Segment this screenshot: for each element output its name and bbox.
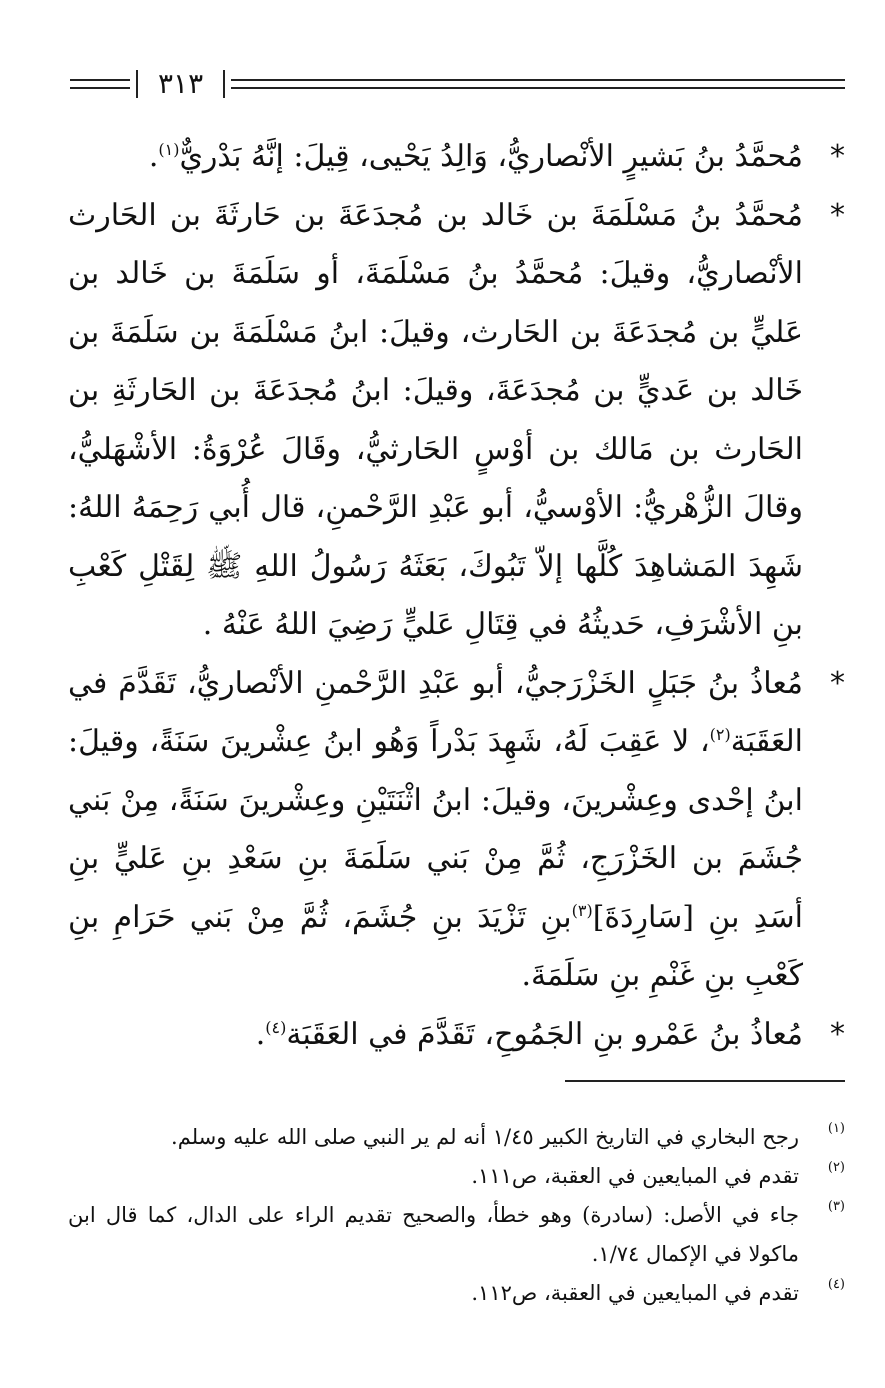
footnote [68, 1274, 845, 1313]
header-bar [223, 70, 225, 98]
footnote-text: تقدم في المبايعين في العقبة، ص١١١. [471, 1164, 799, 1188]
footnote-ref[interactable]: (٣) [571, 900, 593, 920]
main-text [68, 128, 845, 1064]
footnote-ref[interactable]: (٤) [265, 1017, 287, 1037]
entry-muadh-ibn-amr [68, 1006, 845, 1065]
entry-text: مُعاذُ بنُ جَبَلٍ الخَزْرَجيُّ، أبو عَبْدِ الرَّحْمنِ الأنْصاريُّ، تَقَدَّمَ في العَقَبَة [68, 665, 803, 759]
entry-muhammad-ibn-maslama [68, 187, 845, 655]
page-number: ٣١٣ [158, 67, 204, 100]
header-rule-right [231, 79, 845, 89]
bullet-star: * [830, 197, 845, 233]
footnote [68, 1118, 845, 1157]
entry-tail: . [255, 1016, 266, 1052]
entry-tail: . [148, 139, 159, 174]
footnote-number: (٤) [827, 1277, 845, 1292]
bullet-star: * [830, 1016, 845, 1052]
entry-tail: ، لا عَقِبَ لَهُ، شَهِدَ بَدْراً وَهُو ابنُ عِشْرينَ سَنَةً، وقيلَ: ابنُ إحْدى وعِشْرينَ، وقيلَ: ابنُ اثْنَتَيْنِ وعِشْرينَ سَنَةً، مِنْ بَني جُشَمَ بن الخَزْرَجِ، ثُمَّ مِنْ بَني سَلَمَةَ بنِ سَعْدِ بنِ عَليٍّ بنِ أسَدِ بنِ [سَارِدَةَ] [68, 724, 803, 935]
entry-text: مُعاذُ بنُ عَمْرو بنِ الجَمُوحِ، تَقَدَّمَ في العَقَبَة [286, 1016, 803, 1052]
header-rule-left [70, 79, 130, 89]
entry-muhammad-ibn-bashir [68, 128, 845, 187]
footnote [68, 1196, 845, 1274]
footnote-separator [565, 1080, 845, 1082]
footnote-number: (١) [827, 1121, 845, 1136]
footnote-ref[interactable]: (١) [158, 140, 180, 159]
footnote-number: (٣) [827, 1199, 845, 1214]
footnote-text: جاء في الأصل: (سادرة) وهو خطأ، والصحيح تقديم الراء على الدال، كما قال ابن ماكولا في الإكمال ١/٧٤. [68, 1203, 799, 1266]
footnote [68, 1157, 845, 1196]
footnote-ref[interactable]: (٢) [709, 725, 731, 744]
entry-text: مُحمَّدُ بنُ مَسْلَمَةَ بن خَالد بن مُجدَعَةَ بن حَارثَةَ بن الحَارث الأنْصاريُّ، وقيلَ: مُحمَّدُ بنُ مَسْلَمَةَ، أو سَلَمَةَ بن خَالد بن عَليٍّ بن مُجدَعَةَ بن الحَارث، وقيلَ: ابنُ مَسْلَمَةَ بن سَلَمَةَ بن خَالد بن عَديٍّ بن مُجدَعَةَ، وقيلَ: ابنُ مُجدَعَةَ بن الحَارثَةِ بن الحَارث بن مَالك بن أوْسٍ الحَارثيُّ، وقَالَ عُرْوَةُ: الأشْهَليُّ، وقالَ الزُّهْريُّ: الأوْسيُّ، أبو عَبْدِ الرَّحْمنِ، قال أُبي رَحِمَهُ اللهُ: شَهِدَ المَشاهِدَ كُلَّها إلاّ تَبُوكَ، بَعَثَهُ رَسُولُ اللهِ ﷺ لِقَتْلِ كَعْبِ بنِ الأشْرَفِ، حَديثُهُ في قِتَالِ عَليٍّ رَضِيَ اللهُ عَنْهُ . [68, 197, 803, 642]
bullet-star: * [830, 139, 845, 174]
entry-tail: بنِ تَزْيَدَ بنِ جُشَمَ، ثُمَّ مِنْ بَني حَرَامِ بنِ كَعْبِ بنِ غَنْمِ بنِ سَلَمَةَ. [68, 899, 803, 993]
footnote-number: (٢) [827, 1160, 845, 1175]
footnote-text: رجح البخاري في التاريخ الكبير ١/٤٥ أنه لم ير النبي صلى الله عليه وسلم. [171, 1125, 799, 1149]
footnote-text: تقدم في المبايعين في العقبة، ص١١٢. [471, 1281, 799, 1305]
entry-muadh-ibn-jabal [68, 655, 845, 1006]
page-header [70, 64, 845, 104]
header-bar [136, 70, 138, 98]
entry-text: مُحمَّدُ بنُ بَشيرٍ الأنْصاريُّ، وَالِدُ يَحْيى، قِيلَ: إنَّهُ بَدْريٌّ [179, 139, 803, 174]
footnotes [68, 1118, 845, 1313]
bullet-star: * [830, 665, 845, 701]
